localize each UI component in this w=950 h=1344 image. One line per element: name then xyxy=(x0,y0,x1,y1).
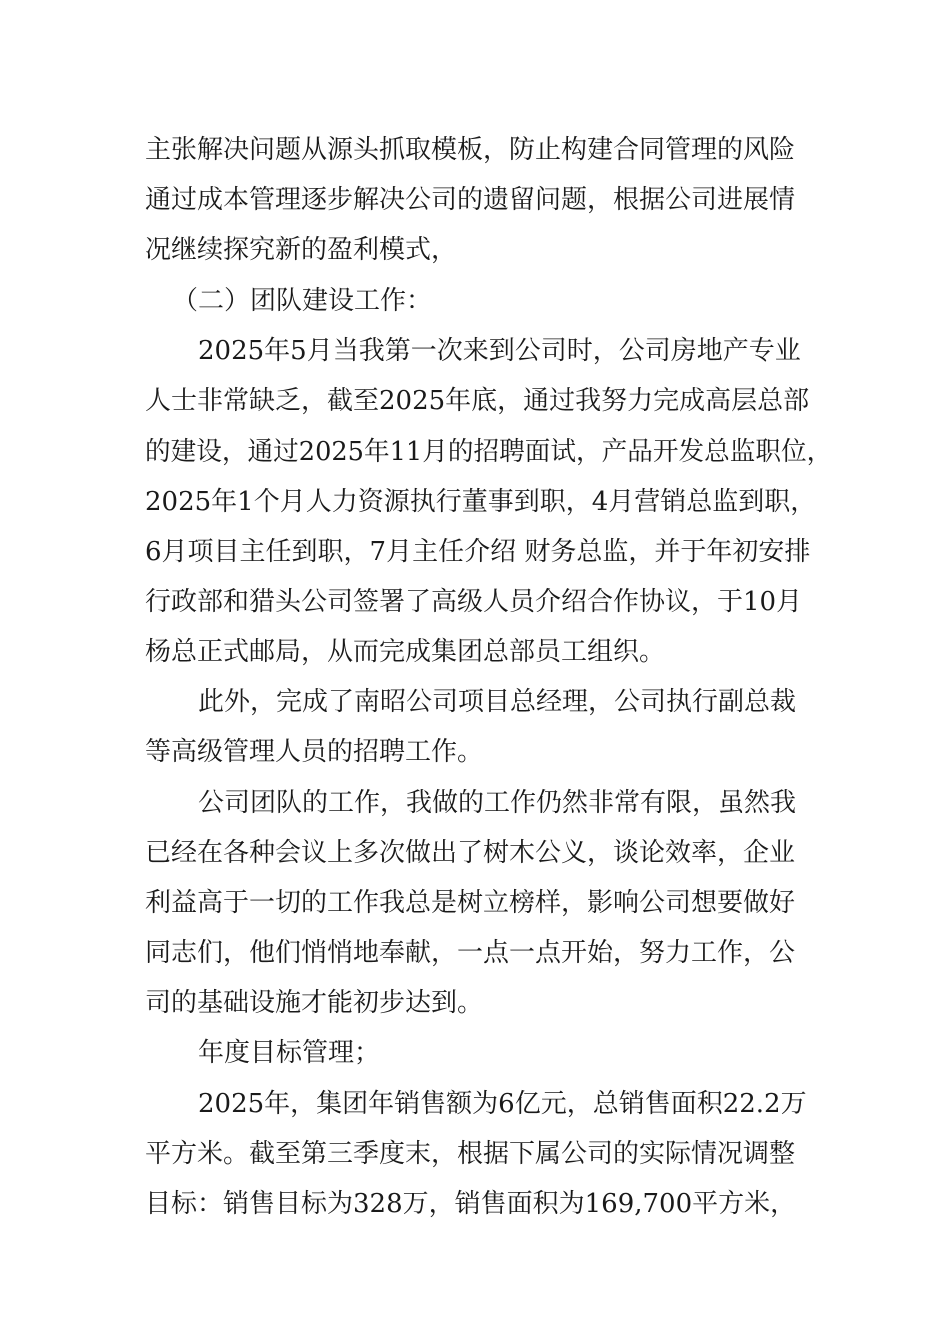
text-line: 通过成本管理逐步解决公司的遗留问题，根据公司进展情 xyxy=(145,185,796,215)
text-line: 此外，完成了南昭公司项目总经理，公司执行副总裁 xyxy=(198,687,797,717)
text-line: 等高级管理人员的招聘工作。 xyxy=(145,737,484,767)
text-line: 况继续探究新的盈利模式， xyxy=(145,235,458,265)
text-line: 2025年5月当我第一次来到公司时，公司房地产专业 xyxy=(198,336,801,366)
text-line: 已经在各种会议上多次做出了树木公义，谈论效率，企业 xyxy=(145,838,796,868)
text-line: 目标：销售目标为328万，销售面积为169,700平方米， xyxy=(145,1189,797,1219)
text-line: 平方米。截至第三季度末，根据下属公司的实际情况调整 xyxy=(145,1139,796,1169)
text-line: 人士非常缺乏，截至2025年底，通过我努力完成高层总部 xyxy=(145,386,810,416)
section-heading: （二）团队建设工作： xyxy=(172,286,433,316)
section-heading: 年度目标管理； xyxy=(198,1038,381,1068)
text-line: 6月项目主任到职，7月主任介绍 财务总监，并于年初安排 xyxy=(145,537,811,567)
text-line: 的建设，通过2025年11月的招聘面试，产品开发总监职位， xyxy=(145,437,833,467)
text-line: 主张解决问题从源头抓取模板，防止构建合同管理的风险 xyxy=(145,135,796,165)
text-line: 公司团队的工作，我做的工作仍然非常有限，虽然我 xyxy=(198,788,797,818)
text-line: 司的基础设施才能初步达到。 xyxy=(145,988,484,1018)
text-line: 同志们，他们悄悄地奉献，一点一点开始，努力工作，公 xyxy=(145,938,796,968)
text-line: 2025年，集团年销售额为6亿元，总销售面积22.2万 xyxy=(198,1089,807,1119)
text-line: 利益高于一切的工作我总是树立榜样，影响公司想要做好 xyxy=(145,888,796,918)
text-line: 2025年1个月人力资源执行董事到职，4月营销总监到职， xyxy=(145,487,817,517)
text-line: 行政部和猎头公司签署了高级人员介绍合作协议，于10月 xyxy=(145,587,803,617)
text-line: 杨总正式邮局，从而完成集团总部员工组织。 xyxy=(145,637,666,667)
